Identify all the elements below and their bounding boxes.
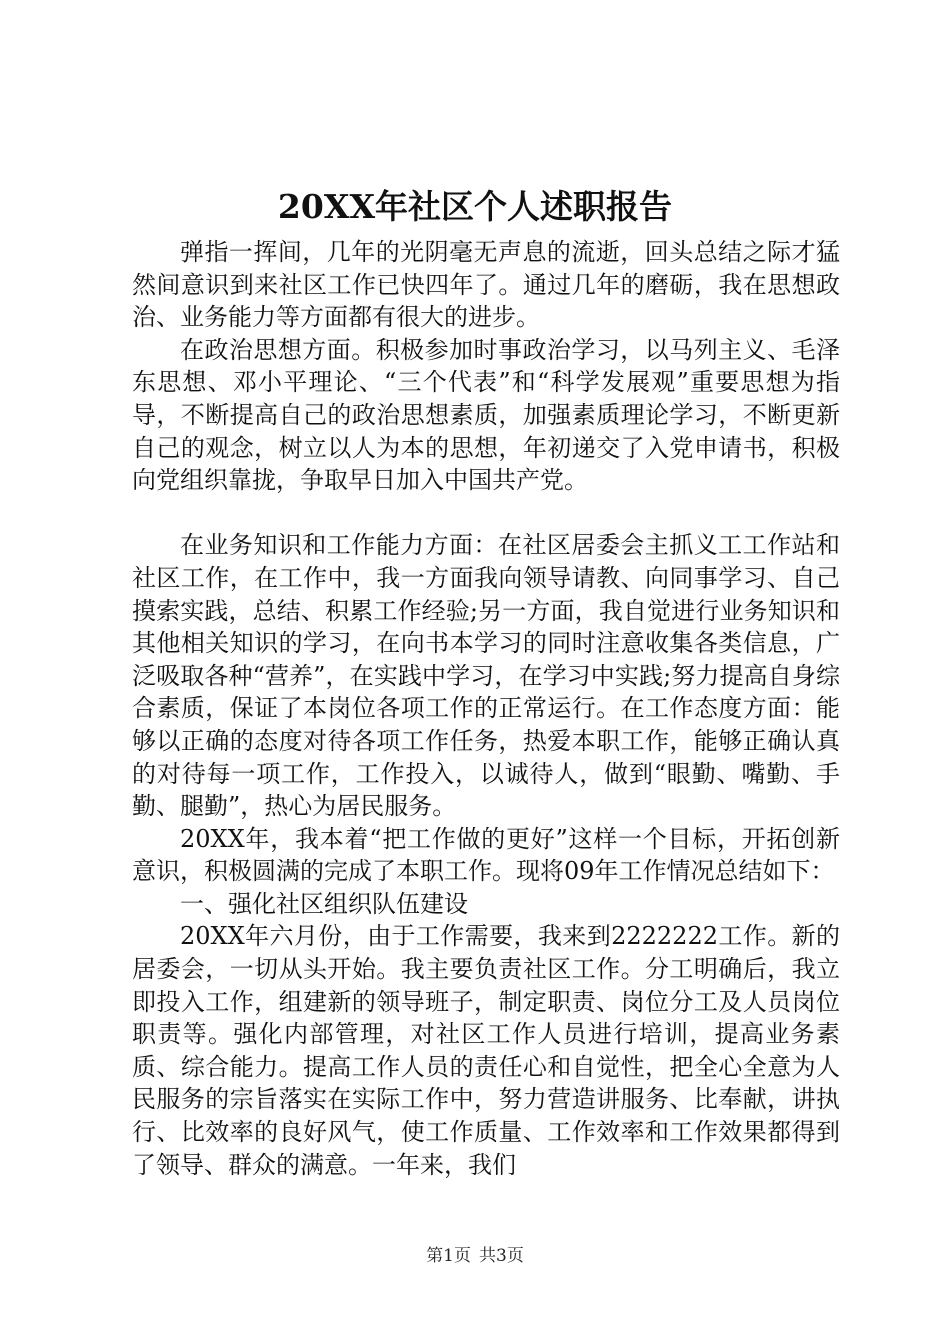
paragraph-political: 在政治思想方面。积极参加时事政治学习，以马列主义、毛泽东思想、邓小平理论、“三个代表”和“科学发展观”重要思想为指导，不断提高自己的政治思想素质，加强素质理论学习，不断更新自己的观念，树立以人为本的思想，年初递交了入党申请书，积极向党组织靠拢，争取早日加入中国共产党。 — [132, 335, 840, 495]
section-heading: 一、强化社区组织队伍建设 — [180, 889, 468, 918]
page-footer — [0, 1244, 950, 1268]
document-title: 20XX年社区个人述职报告 — [277, 187, 673, 226]
page-number-total: 共3页 — [479, 1246, 524, 1266]
paragraph-year-summary: 20XX年，我本着“把工作做的更好”这样一个目标，开拓创新意识，积极圆满的完成了本职工作。现将09年工作情况总结如下： — [132, 824, 840, 886]
paragraph-intro: 弹指一挥间，几年的光阴毫无声息的流逝，回头总结之际才猛然间意识到来社区工作已快四年了。通过几年的磨砺，我在思想政治、业务能力等方面都有很大的进步。 — [132, 238, 840, 332]
paragraph-business: 在业务知识和工作能力方面：在社区居委会主抓义工工作站和社区工作，在工作中，我一方面我向领导请教、向同事学习、自己摸索实践，总结、积累工作经验;另一方面，我自觉进行业务知识和其他相关知识的学习，在向书本学习的同时注意收集各类信息，广泛吸取各种“营养”，在实践中学习，在学习中实践;努力提高自身综合素质，保证了本岗位各项工作的正常运行。在工作态度方面：能够以正确的态度对待各项工作任务，热爱本职工作，能够正确认真的对待每一项工作，工作投入，以诚待人，做到“眼勤、嘴勤、手勤、腿勤”，热心为居民服务。 — [132, 531, 840, 821]
document-body — [132, 236, 840, 1181]
paragraph-team-building: 20XX年六月份，由于工作需要，我来到2222222工作。新的居委会，一切从头开始。我主要负责社区工作。分工明确后，我立即投入工作，组建新的领导班子，制定职责、岗位分工及人员岗位职责等。强化内部管理，对社区工作人员进行培训，提高业务素质、综合能力。提高工作人员的责任心和自觉性，把全心全意为人民服务的宗旨落实在实际工作中，努力营造讲服务、比奉献，讲执行、比效率的良好风气，使工作质量、工作效率和工作效果都得到了领导、群众的满意。一年来，我们 — [132, 922, 840, 1179]
page-number-current: 第1页 — [426, 1246, 471, 1266]
